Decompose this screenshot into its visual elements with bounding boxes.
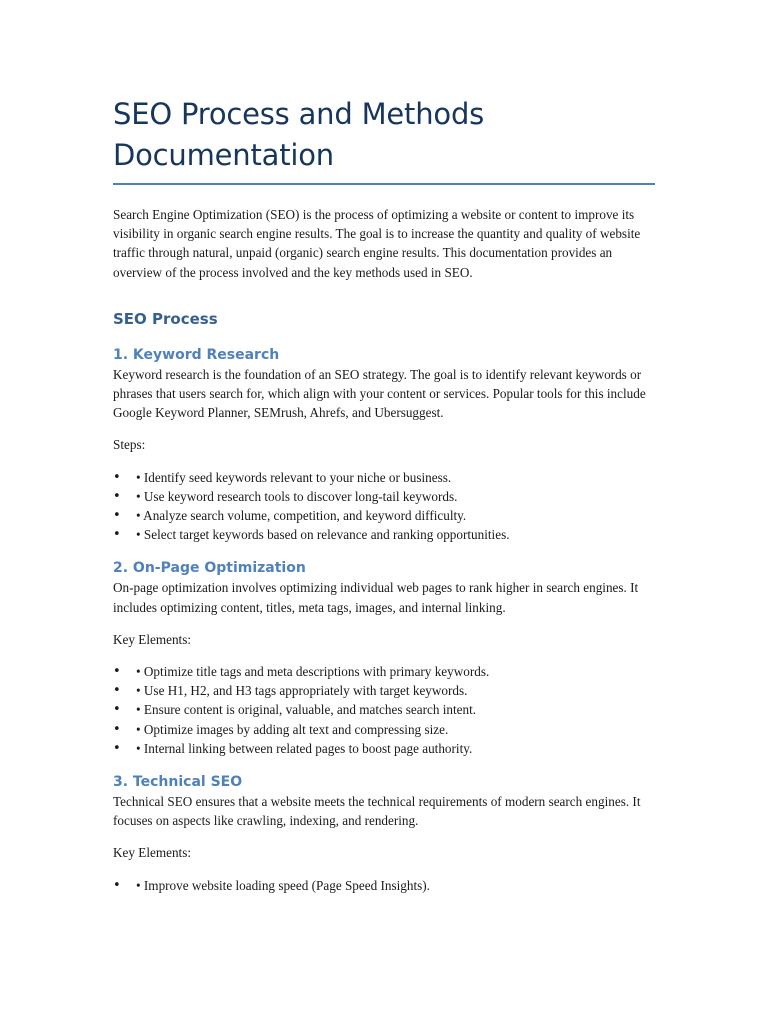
list-item-text: • Analyze search volume, competition, and keyword difficulty.: [136, 508, 467, 524]
bullet-icon: •: [113, 664, 121, 680]
list-item-text: • Optimize title tags and meta descriptions with primary keywords.: [136, 664, 490, 680]
keyword-research-list: [113, 468, 655, 545]
intro-paragraph: Search Engine Optimization (SEO) is the process of optimizing a website or content to improve its visibility in organic search engine results. The goal is to increase the quantity and quality of website traffic through natural, unpaid (organic) search engine results. This documentation provides an overview of the process involved and the key methods used in SEO.: [113, 207, 641, 280]
on-page-list: [113, 662, 655, 758]
keyword-research-list-label: Steps:: [113, 437, 146, 453]
bullet-icon: •: [113, 488, 121, 504]
list-item: [113, 700, 655, 719]
list-item-text: • Select target keywords based on relevance and ranking opportunities.: [136, 527, 510, 543]
document-page: [113, 0, 655, 895]
list-item: [113, 876, 655, 895]
list-item-text: • Identify seed keywords relevant to your niche or business.: [136, 469, 452, 485]
subsection-heading-keyword-research: 1. Keyword Research: [113, 346, 280, 363]
list-item: [113, 739, 655, 758]
bullet-icon: •: [113, 527, 121, 543]
on-page-list-label: Key Elements:: [113, 631, 192, 647]
list-item: [113, 525, 655, 544]
subsection-heading-technical-seo: 3. Technical SEO: [113, 774, 243, 791]
document-title: [113, 0, 655, 176]
document-title-line-2: Documentation: [113, 138, 334, 172]
list-item-text: • Ensure content is original, valuable, and matches search intent.: [136, 702, 477, 718]
bullet-icon: •: [113, 877, 121, 893]
on-page-body: On-page optimization involves optimizing individual web pages to rank higher in search engines. It includes optimizing content, titles, meta tags, images, and internal linking.: [113, 580, 639, 615]
technical-seo-list-label: Key Elements:: [113, 845, 192, 861]
section-heading-seo-process: SEO Process: [113, 309, 218, 328]
list-item: [113, 487, 655, 506]
subsection-heading-on-page-optimization: 2. On-Page Optimization: [113, 560, 306, 577]
list-item-text: • Optimize images by adding alt text and compressing size.: [136, 721, 449, 737]
bullet-icon: •: [113, 721, 121, 737]
list-item-text: • Use keyword research tools to discover long-tail keywords.: [136, 488, 458, 504]
list-item: [113, 662, 655, 681]
bullet-icon: •: [113, 508, 121, 524]
list-item: [113, 681, 655, 700]
bullet-icon: •: [113, 740, 121, 756]
bullet-icon: •: [113, 469, 121, 485]
technical-seo-body: Technical SEO ensures that a website meets the technical requirements of modern search engines. It focuses on aspects like crawling, indexing, and rendering.: [113, 794, 641, 829]
list-item-text: • Use H1, H2, and H3 tags appropriately with target keywords.: [136, 683, 468, 699]
bullet-icon: •: [113, 702, 121, 718]
technical-seo-list: [113, 876, 655, 895]
document-title-line-1: SEO Process and Methods: [113, 97, 485, 131]
list-item-text: • Internal linking between related pages to boost page authority.: [136, 740, 473, 756]
list-item-text: • Improve website loading speed (Page Speed Insights).: [136, 877, 430, 893]
list-item: [113, 468, 655, 487]
list-item: [113, 506, 655, 525]
keyword-research-body: Keyword research is the foundation of an SEO strategy. The goal is to identify relevant keywords or phrases that users search for, which align with your content or services. Popular tools for this include Google Keyword Planner, SEMrush, Ahrefs, and Ubersuggest.: [113, 366, 646, 421]
bullet-icon: •: [113, 683, 121, 699]
title-divider: [113, 183, 655, 185]
list-item: [113, 720, 655, 739]
